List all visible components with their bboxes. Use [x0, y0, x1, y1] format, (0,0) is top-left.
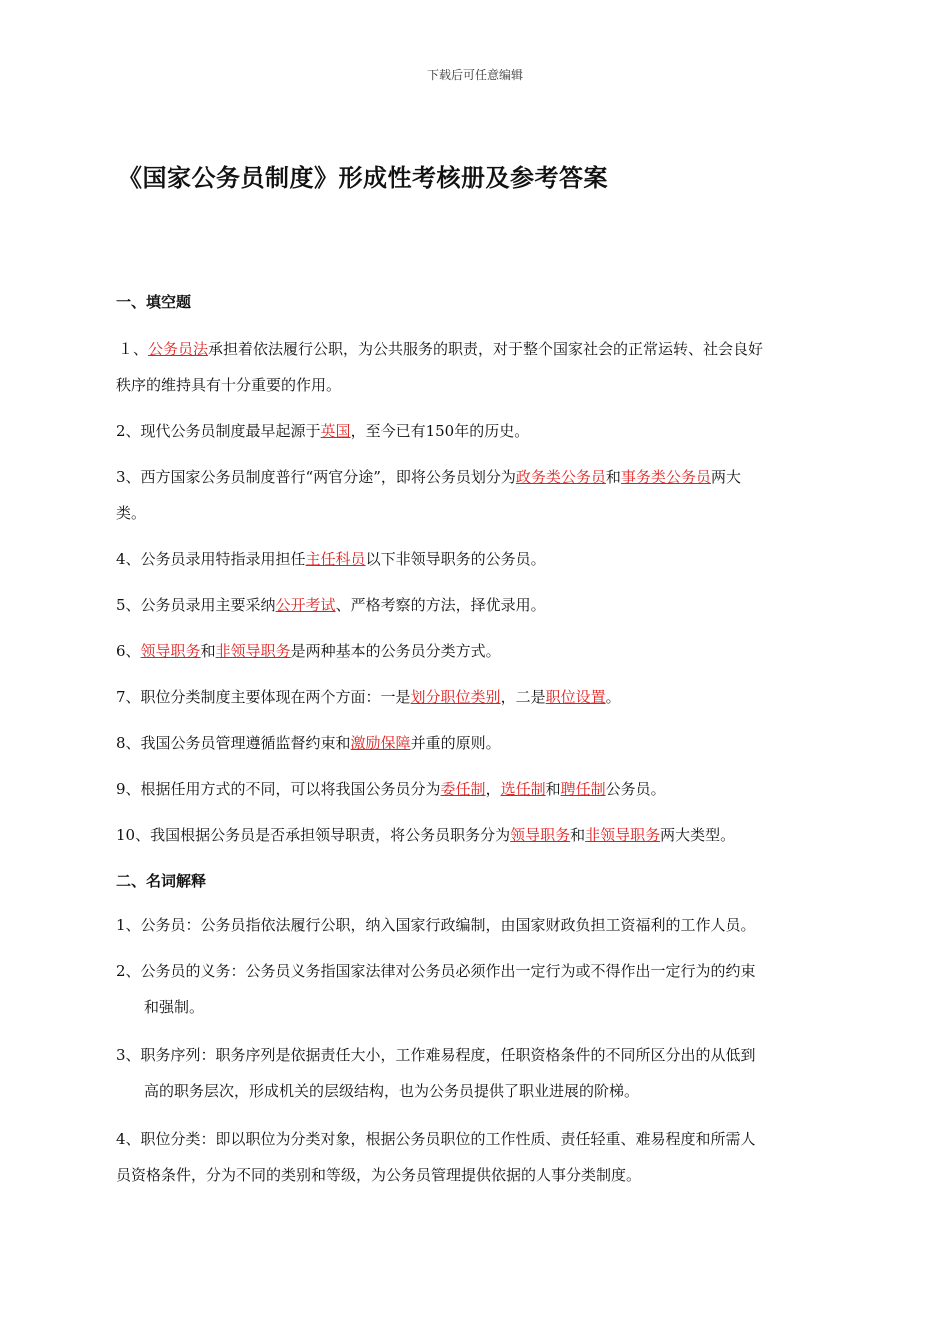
- question-text: ，至今已有150年的历史。: [350, 422, 530, 440]
- question-4: [116, 548, 546, 569]
- definition-4-line-1: 4、职位分类：即以职位为分类对象，根据公务员职位的工作性质、责任轻重、难易程度和所需人: [116, 1130, 756, 1148]
- answer-blank: 英国: [320, 422, 351, 440]
- question-7: [116, 686, 621, 707]
- question-number: １、: [118, 340, 149, 358]
- definition-1: 1、公务员：公务员指依法履行公职，纳入国家行政编制，由国家财政负担工资福利的工作人员。: [116, 916, 756, 934]
- answer-blank: 领导职务: [140, 642, 201, 660]
- answer-blank: 主任科员: [305, 550, 366, 568]
- question-text: 和: [605, 468, 621, 486]
- answer-blank: 事务类公务员: [620, 468, 711, 486]
- question-text: 9、根据任用方式的不同，可以将我国公务员分为: [116, 780, 441, 798]
- question-text: 并重的原则。: [410, 734, 501, 752]
- question-2: [116, 420, 529, 441]
- question-text: 2、现代公务员制度最早起源于: [116, 422, 321, 440]
- question-6: [116, 640, 501, 661]
- question-5: [116, 594, 546, 615]
- answer-blank: 公务员法: [148, 340, 209, 358]
- definition-4-line-2: 员资格条件，分为不同的类别和等级，为公务员管理提供依据的人事分类制度。: [116, 1166, 642, 1184]
- question-text: 。: [605, 688, 621, 706]
- question-text: ，二是: [500, 688, 546, 706]
- definition-3-line-2: 高的职务层次，形成机关的层级结构，也为公务员提供了职业进展的阶梯。: [144, 1082, 640, 1100]
- question-text: 、严格考察的方法，择优录用。: [335, 596, 546, 614]
- answer-blank: 公开考试: [275, 596, 336, 614]
- question-text: 6、: [116, 642, 141, 660]
- question-10: [116, 824, 735, 845]
- question-text: 承担着依法履行公职，为公共服务的职责，对于整个国家社会的正常运转、社会良好: [208, 340, 764, 358]
- question-text: 3、西方国家公务员制度普行“两官分途”，即将公务员划分为: [116, 468, 516, 486]
- question-text: 10、我国根据公务员是否承担领导职责，将公务员职务分为: [116, 826, 511, 844]
- answer-blank: 非领导职务: [215, 642, 291, 660]
- question-text: 两大: [710, 468, 741, 486]
- document-title: 《国家公务员制度》形成性考核册及参考答案: [118, 164, 608, 192]
- question-3-line-2: 类。: [116, 504, 147, 522]
- question-text: 8、我国公务员管理遵循监督约束和: [116, 734, 351, 752]
- section-heading-definitions: 二、名词解释: [116, 872, 207, 890]
- question-text: 和: [545, 780, 561, 798]
- question-3-line-1: [116, 466, 741, 487]
- question-text: 两大类型。: [660, 826, 736, 844]
- question-text: 以下非领导职务的公务员。: [365, 550, 546, 568]
- definition-2-line-1: 2、公务员的义务：公务员义务指国家法律对公务员必须作出一定行为或不得作出一定行为的约束: [116, 962, 756, 980]
- question-1-line-1: [118, 338, 763, 359]
- question-text: 5、公务员录用主要采纳: [116, 596, 276, 614]
- question-text: 和: [570, 826, 586, 844]
- answer-blank: 选任制: [500, 780, 546, 798]
- question-text: 公务员。: [605, 780, 666, 798]
- header-note: 下载后可任意编辑: [426, 68, 523, 82]
- question-text: 7、职位分类制度主要体现在两个方面：一是: [116, 688, 411, 706]
- question-text: 是两种基本的公务员分类方式。: [290, 642, 501, 660]
- question-text: 和: [200, 642, 216, 660]
- question-text: 4、公务员录用特指录用担任: [116, 550, 306, 568]
- answer-blank: 激励保障: [350, 734, 411, 752]
- answer-blank: 划分职位类别: [410, 688, 501, 706]
- answer-blank: 委任制: [440, 780, 486, 798]
- answer-blank: 领导职务: [510, 826, 571, 844]
- definition-2-line-2: 和强制。: [144, 998, 205, 1016]
- answer-blank: 政务类公务员: [515, 468, 606, 486]
- answer-blank: 聘任制: [560, 780, 606, 798]
- question-text: ，: [485, 780, 501, 798]
- answer-blank: 职位设置: [545, 688, 606, 706]
- definition-3-line-1: 3、职务序列：职务序列是依据责任大小，工作难易程度，任职资格条件的不同所区分出的从低到: [116, 1046, 756, 1064]
- question-1-line-2: 秩序的维持具有十分重要的作用。: [116, 376, 342, 394]
- question-8: [116, 732, 501, 753]
- section-heading-fill-blank: 一、填空题: [116, 293, 192, 311]
- question-9: [116, 778, 666, 799]
- answer-blank: 非领导职务: [585, 826, 661, 844]
